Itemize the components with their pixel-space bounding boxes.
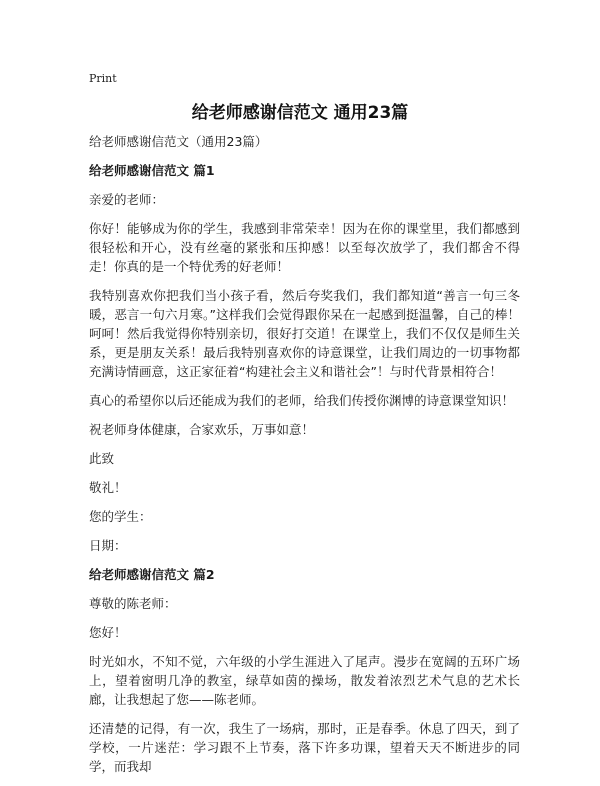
print-label: Print [89,72,117,85]
letter1-heading: 给老师感谢信范文 篇1 [89,163,215,178]
letter2-salutation: 尊敬的陈老师： [89,596,177,611]
letter1-paragraph: 你好！能够成为你的学生，我感到非常荣幸！因为在你的课堂里，我们都感到很轻松和开心，没有丝毫的紧张和压抑感！以至每次放学了，我们都舍不得走！你真的是一个特优秀的好老师！ [89,221,520,274]
letter2-heading: 给老师感谢信范文 篇2 [89,567,215,582]
letter1-closing: 敬礼！ [89,480,127,495]
letter2-paragraph: 还清楚的记得，有一次，我生了一场病，那时，正是春季。休息了四天，到了学校，一片迷茫：学习跟不上节奏，落下许多功课，望着天天不断进步的同学，而我却 [89,721,520,774]
letter1-paragraph: 我特别喜欢你把我们当小孩子看，然后夸奖我们，我们都知道“善言一句三冬暖，恶言一句六月寒。”这样我们会觉得跟你呆在一起感到挺温馨，自己的棒！呵呵！然后我觉得你特别亲切，很好打交道！在课堂上，我们不仅仅是师生关系，更是朋友关系！最后我特别喜欢你的诗意课堂，让我们周边的一切事物都充满诗情画意，这正家征着“构建社会主义和谐社会”！与时代背景相符合！ [89,288,520,379]
letter1-closing: 此致 [89,451,115,466]
letter1-salutation: 亲爱的老师： [89,192,165,207]
letter2-paragraph: 时光如水，不知不觉，六年级的小学生涯进入了尾声。漫步在宽阔的五环广场上，望着窗明几净的教室，绿草如茵的操场，散发着浓烈艺术气息的艺术长廊，让我想起了您——陈老师。 [89,654,520,707]
letter1-signature: 您的学生： [89,509,152,524]
document-title: 给老师感谢信范文 通用23篇 [191,103,409,123]
letter1-paragraph: 真心的希望你以后还能成为我们的老师，给我们传授你渊博的诗意课堂知识！ [89,393,515,408]
letter2-greeting: 您好！ [89,625,127,640]
letter1-date: 日期： [89,538,127,553]
document-subtitle: 给老师感谢信范文（通用23篇） [89,134,268,149]
document-body [89,132,520,786]
letter1-paragraph: 祝老师身体健康，合家欢乐，万事如意！ [89,422,315,437]
